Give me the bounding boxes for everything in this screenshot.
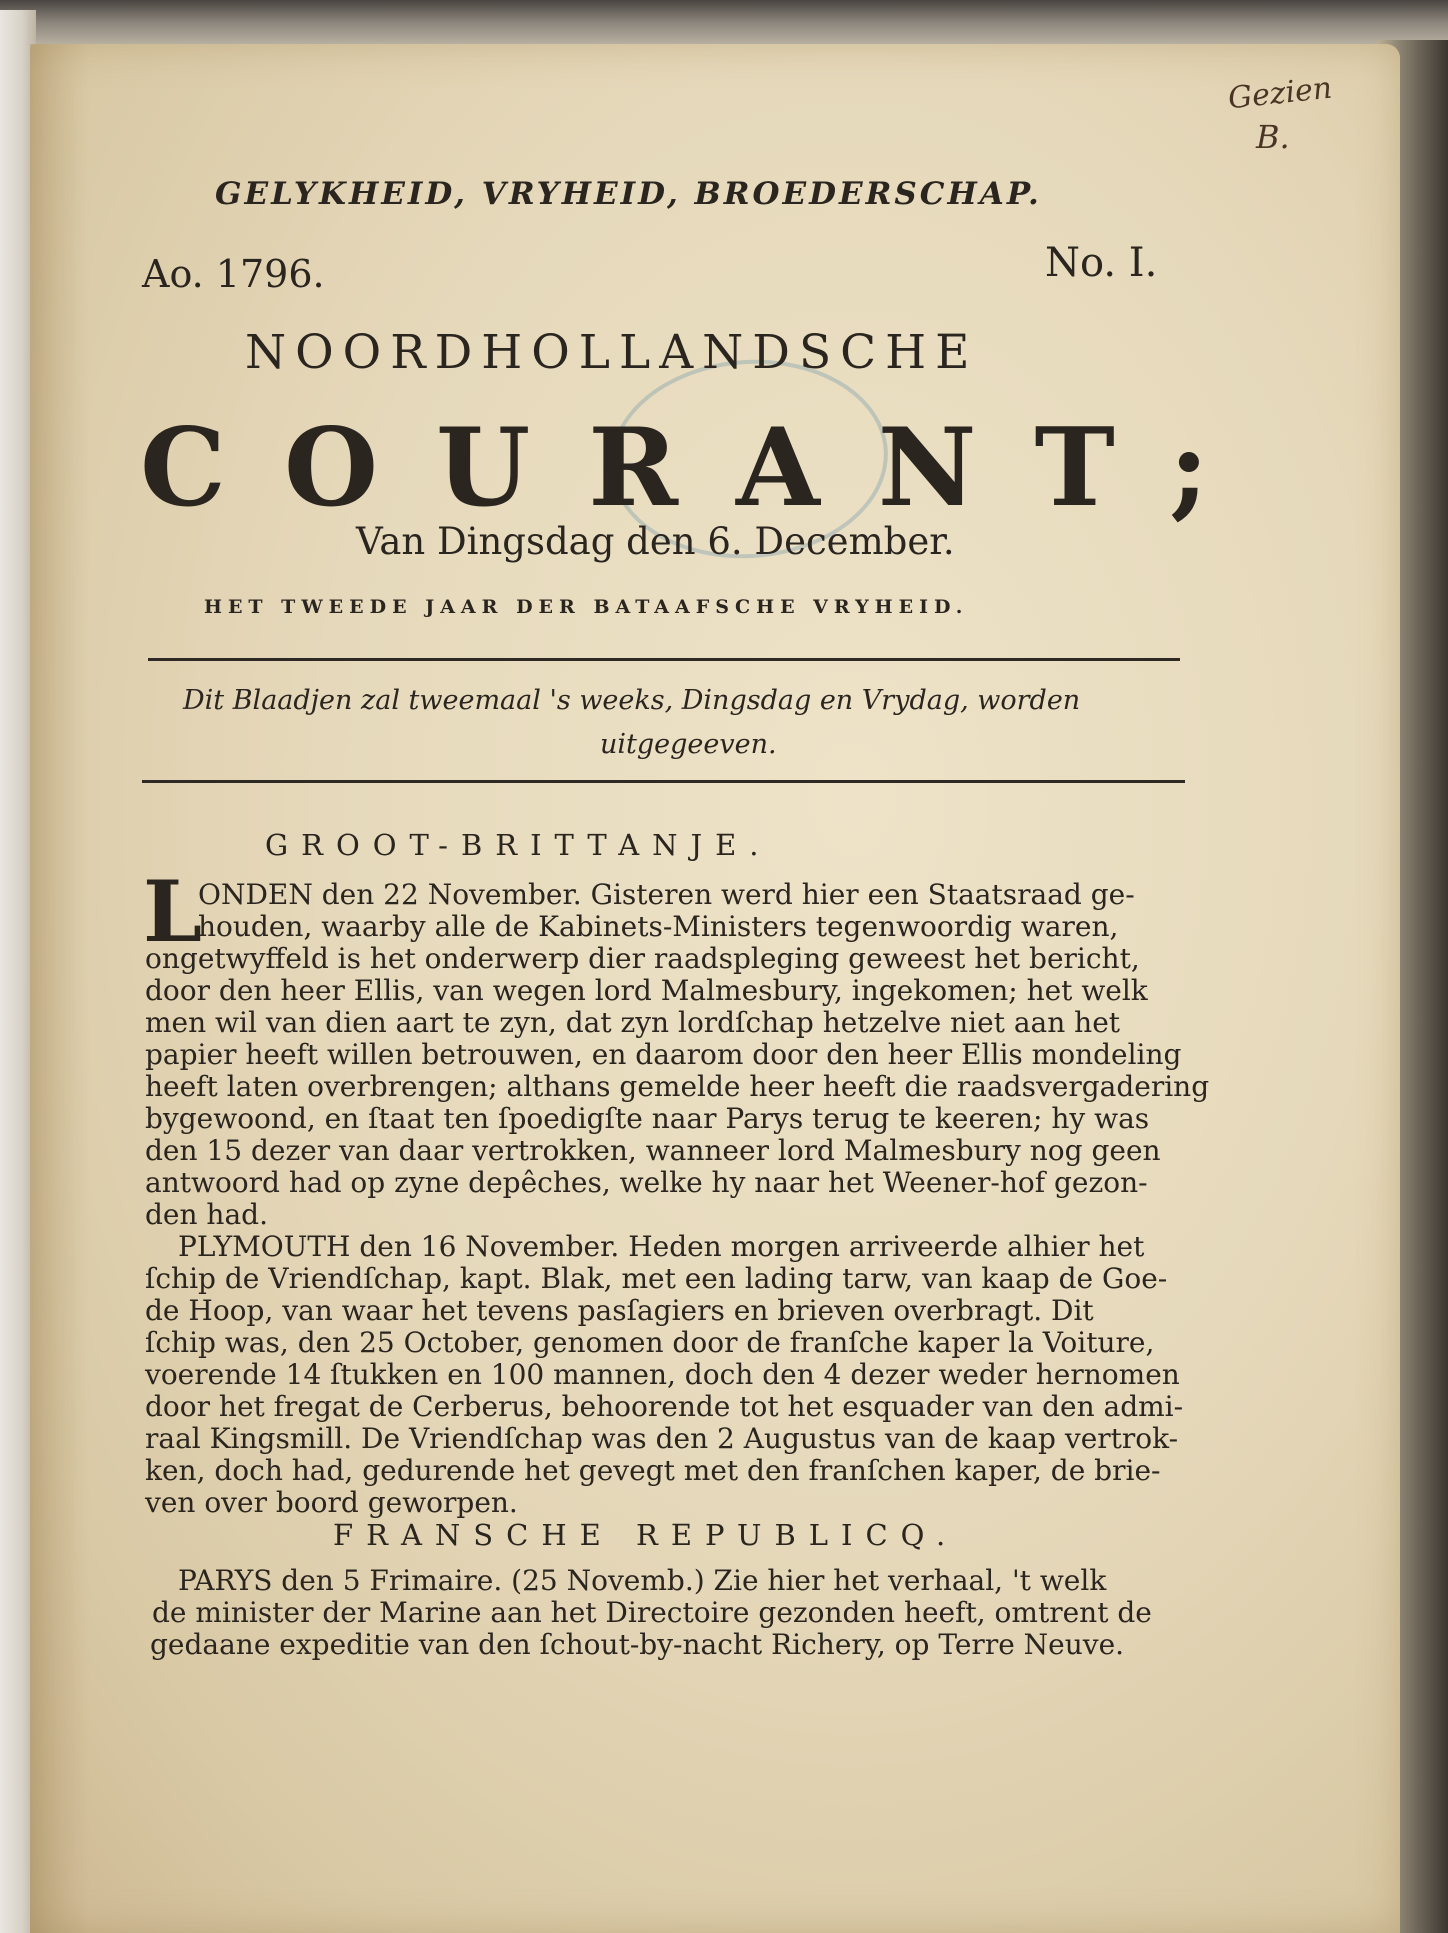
article-line: door het fregat de Cerberus, behoorende tot het esquader van den admi-: [145, 1390, 1184, 1423]
article-line: antwoord had op zyne depêches, welke hy naar het Weener-hof gezon-: [145, 1166, 1148, 1199]
notice-line1: Dit Blaadjen zal tweemaal 's weeks, Dingsdag en Vrydag, worden: [183, 685, 1081, 716]
article-line: PLYMOUTH den 16 November. Heden morgen arriveerde alhier het: [178, 1230, 1145, 1263]
article-line: ven over boord geworpen.: [145, 1486, 518, 1519]
page-gutter-shade: [30, 44, 90, 1933]
article-line: gedaane expeditie van den ſchout-by-nacht Richery, op Terre Neuve.: [150, 1628, 1125, 1661]
article-line: de minister der Marine aan het Directoire gezonden heeft, omtrent de: [152, 1596, 1152, 1629]
article-line: den had.: [145, 1198, 268, 1231]
article-line: ongetwyffeld is het onderwerp dier raadspleging geweest het bericht,: [145, 942, 1140, 975]
motto: GELYKHEID, VRYHEID, BROEDERSCHAP.: [215, 176, 1042, 212]
article-line: den 15 dezer van daar vertrokken, wanneer lord Malmesbury nog geen: [145, 1134, 1161, 1167]
article-line: raal Kingsmill. De Vriendſchap was den 2 Augustus van de kaap vertrok-: [145, 1422, 1179, 1455]
date-line: Van Dingsdag den 6. December.: [356, 520, 955, 563]
article-line: houden, waarby alle de Kabinets-Ministers tegenwoordig waren,: [198, 910, 1119, 943]
article-line: bygewoond, en ſtaat ten ſpoedigſte naar Parys terug te keeren; hy was: [145, 1102, 1150, 1135]
notice-line2: uitgegeeven.: [600, 729, 777, 760]
divider-rule: [148, 658, 1180, 661]
article-line: men wil van dien aart te zyn, dat zyn lordſchap hetzelve niet aan het: [145, 1006, 1121, 1039]
article-line: voerende 14 ſtukken en 100 mannen, doch den 4 dezer weder hernomen: [145, 1358, 1180, 1391]
article-line: ſchip was, den 25 October, genomen door de franſche kaper la Voiture,: [145, 1326, 1155, 1359]
article-line: PARYS den 5 Frimaire. (25 Novemb.) Zie hier het verhaal, 't welk: [178, 1564, 1107, 1597]
article-line: de Hoop, van waar het tevens pasſagiers en brieven overbragt. Dit: [145, 1294, 1094, 1327]
handwritten-note-line2: B.: [1256, 118, 1290, 156]
article-line: ken, doch had, gedurende het gevegt met den franſchen kaper, de brie-: [145, 1454, 1161, 1487]
issue-year: Ao. 1796.: [142, 252, 325, 296]
section-heading-fransche-republicq: FRANSCHE REPUBLICQ.: [333, 1518, 959, 1552]
divider-rule: [142, 780, 1185, 783]
handwritten-note-line1: Gezien: [1226, 70, 1334, 117]
drop-cap: L: [143, 862, 203, 961]
article-line: heeft laten overbrengen; althans gemelde heer heeft die raadsvergadering: [145, 1070, 1210, 1103]
article-line: papier heeft willen betrouwen, en daarom door den heer Ellis mondeling: [145, 1038, 1182, 1071]
era-line: HET TWEEDE JAAR DER BATAAFSCHE VRYHEID.: [204, 596, 969, 618]
section-heading-groot-brittanje: GROOT-BRITTANJE.: [265, 828, 772, 862]
article-line: ONDEN den 22 November. Gisteren werd hier een Staatsraad ge-: [198, 878, 1135, 911]
issue-number: No. I.: [1045, 240, 1158, 286]
masthead-line1: NOORDHOLLANDSCHE: [245, 325, 979, 380]
article-line: ſchip de Vriendſchap, kapt. Blak, met een lading tarw, van kaap de Goe-: [145, 1262, 1168, 1295]
masthead-line2: COURANT;: [140, 405, 1267, 531]
article-line: door den heer Ellis, van wegen lord Malmesbury, ingekomen; het welk: [145, 974, 1148, 1007]
